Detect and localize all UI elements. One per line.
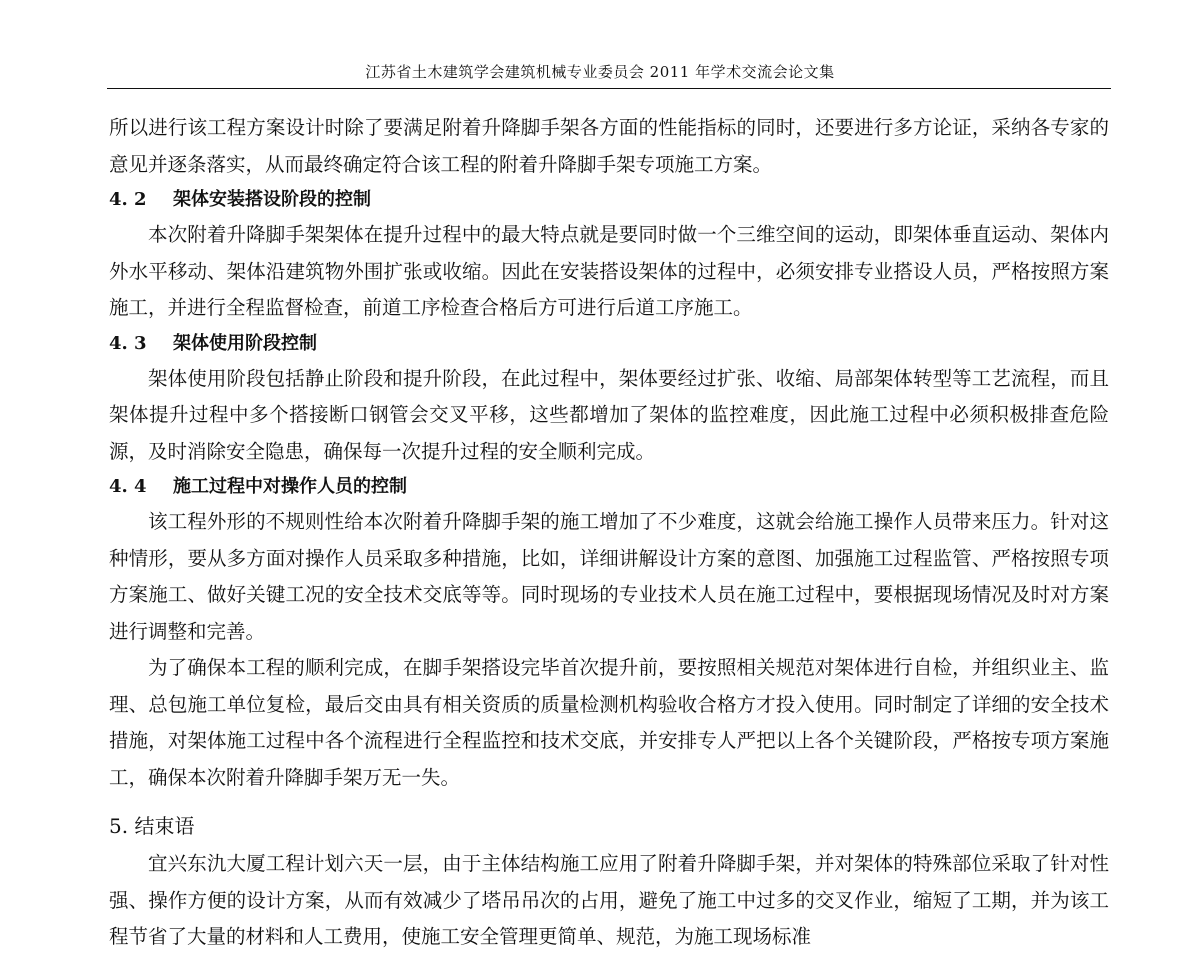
section-heading-4-2 — [109, 183, 1109, 217]
paragraph-intro: 所以进行该工程方案设计时除了要满足附着升降脚手架各方面的性能指标的同时，还要进行多方论证，采纳各专家的意见并逐条落实，从而最终确定符合该工程的附着升降脚手架专项施工方案。 — [109, 116, 1109, 176]
section-number: 4. 4 — [109, 476, 147, 497]
section-title: 施工过程中对操作人员的控制 — [173, 476, 407, 497]
header-rule — [107, 88, 1111, 89]
section-title: 架体安装搭设阶段的控制 — [173, 189, 371, 210]
paragraph-conclusion: 宜兴东氿大厦工程计划六天一层，由于主体结构施工应用了附着升降脚手架，并对架体的特殊部位采取了针对性强、操作方便的设计方案，从而有效减少了塔吊吊次的占用，避免了施工中过多的交叉作业，缩短了工期，并为该工程节省了大量的材料和人工费用，使施工安全管理更简单、规范，为施工现场标准 — [109, 852, 1109, 948]
paragraph-usage: 架体使用阶段包括静止阶段和提升阶段，在此过程中，架体要经过扩张、收缩、局部架体转型等工艺流程，而且架体提升过程中多个搭接断口钢管会交叉平移，这些都增加了架体的监控难度，因此施工过程中必须积极排查危险源，及时消除安全隐患，确保每一次提升过程的安全顺利完成。 — [109, 366, 1109, 463]
paragraph-installation: 本次附着升降脚手架架体在提升过程中的最大特点就是要同时做一个三维空间的运动，即架体垂直运动、架体内外水平移动、架体沿建筑物外围扩张或收缩。因此在安装搭设架体的过程中，必须安排专业搭设人员，严格按照方案施工，并进行全程监督检查，前道工序检查合格后方可进行后道工序施工。 — [109, 223, 1109, 319]
section-heading-4-4 — [109, 470, 1109, 504]
paragraph-inspection: 为了确保本工程的顺利完成，在脚手架搭设完毕首次提升前，要按照相关规范对架体进行自检，并组织业主、监理、总包施工单位复检，最后交由具有相关资质的质量检测机构验收合格方才投入使用。同时制定了详细的安全技术措施，对架体施工过程中各个流程进行全程监控和技术交底，并安排专人严把以上各个关键阶段，严格按专项方案施工，确保本次附着升降脚手架万无一失。 — [109, 656, 1109, 789]
section-title: 架体使用阶段控制 — [173, 332, 317, 354]
section-heading-5: 5. 结束语 — [109, 814, 195, 838]
running-header: 江苏省土木建筑学会建筑机械专业委员会 2011 年学术交流会论文集 — [365, 63, 835, 81]
paragraph-operators: 该工程外形的不规则性给本次附着升降脚手架的施工增加了不少难度，这就会给施工操作人员带来压力。针对这种情形，要从多方面对操作人员采取多种措施，比如，详细讲解设计方案的意图、加强施工过程监管、严格按照专项方案施工、做好关键工况的安全技术交底等等。同时现场的专业技术人员在施工过程中，要根据现场情况及时对方案进行调整和完善。 — [109, 510, 1109, 643]
section-heading-4-3 — [109, 327, 1109, 361]
section-number: 4. 3 — [109, 332, 147, 354]
document-body — [109, 110, 1109, 956]
section-number: 4. 2 — [109, 189, 147, 210]
